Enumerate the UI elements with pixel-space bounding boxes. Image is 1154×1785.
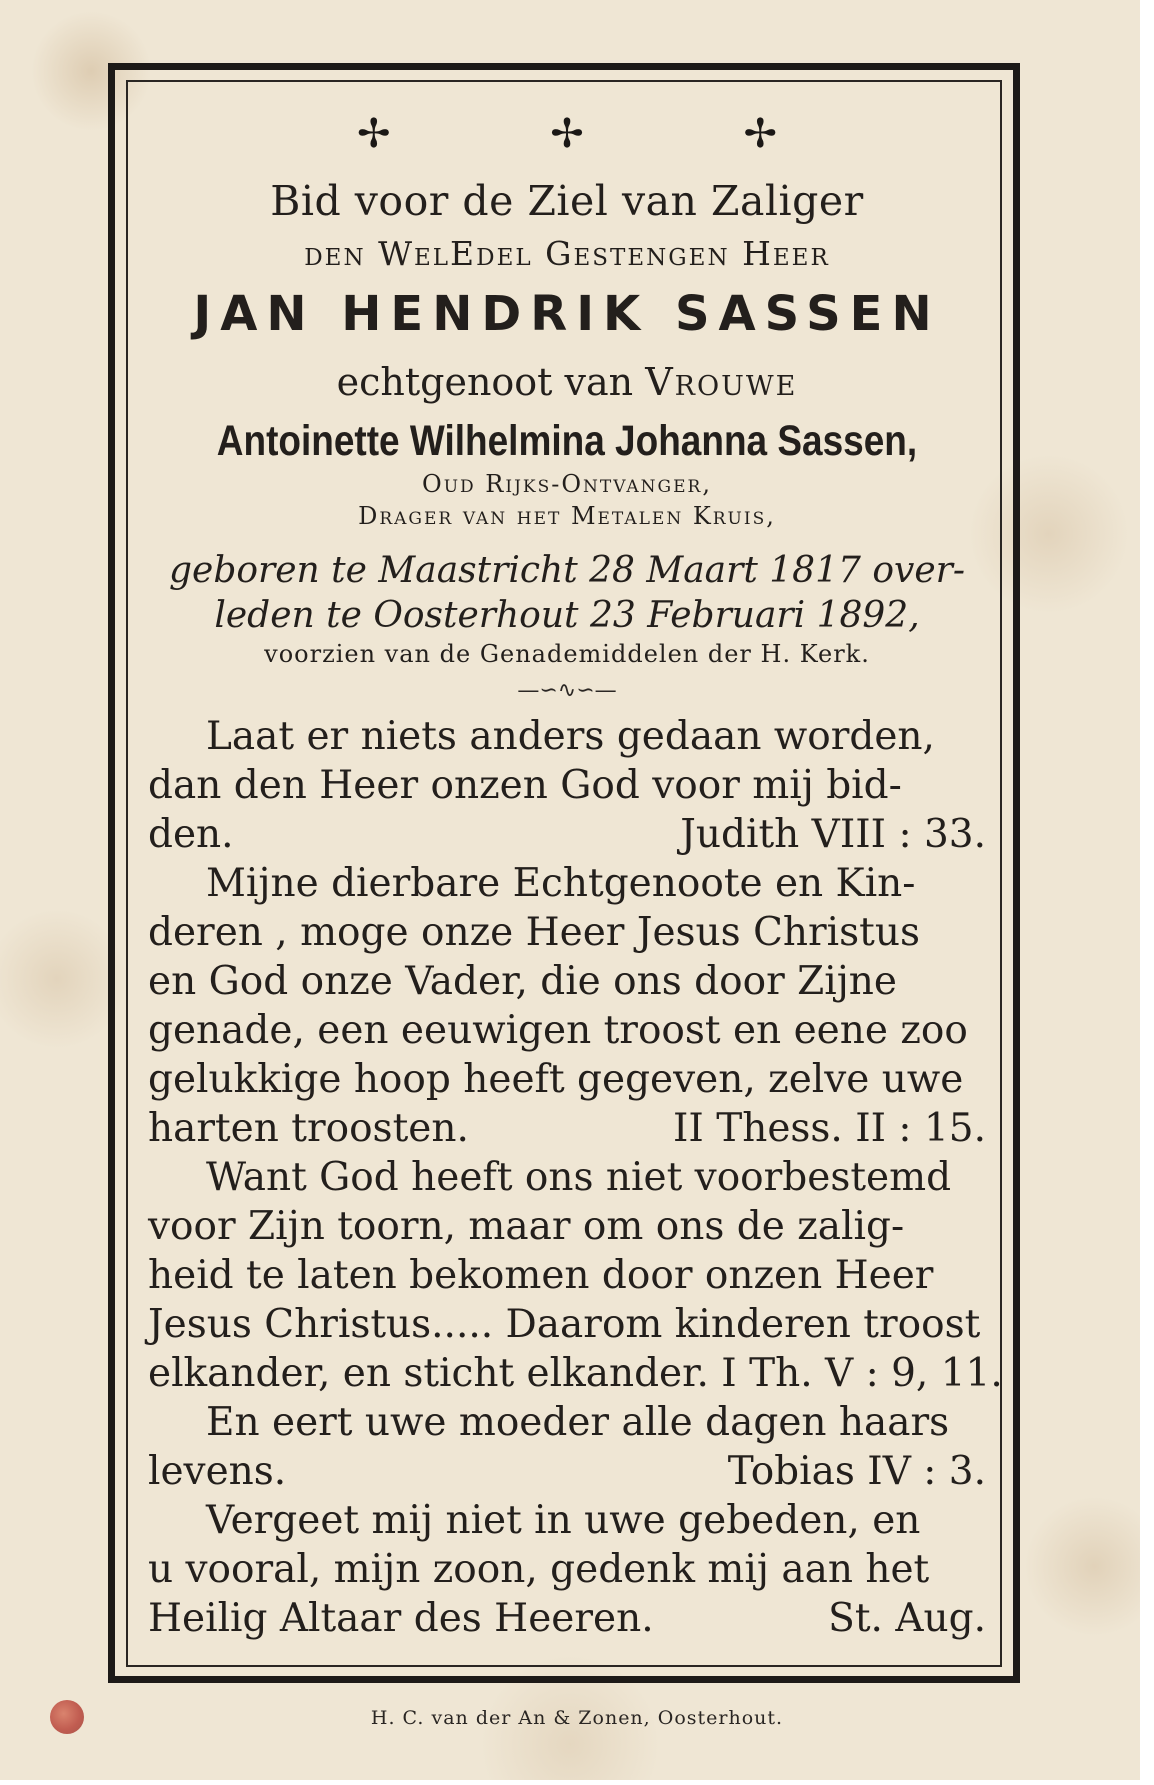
quote-reference: Tobias IV : 3. <box>727 1449 986 1494</box>
life-dates-line: geboren te Maastricht 28 Maart 1817 over- <box>168 550 966 591</box>
honorific-line: den WelEdel Gestengen Heer <box>304 234 830 273</box>
quote-line: genade, een eeuwigen troost en eene zoo <box>148 1008 968 1053</box>
printer-credit: H. C. van der An & Zonen, Oosterhout. <box>370 1707 784 1729</box>
sacraments-line: voorzien van de Genademiddelen der H. Kerk. <box>264 640 870 668</box>
scripture-quotes <box>148 712 1003 1643</box>
quote-line: dan den Heer onzen God voor mij bid- <box>148 763 902 808</box>
quote-thessalonians <box>148 859 986 1153</box>
quote-reference: St. Aug. <box>828 1596 986 1641</box>
quote-line: levens. <box>148 1449 287 1494</box>
quote-tobias <box>148 1398 986 1496</box>
spouse-line <box>148 358 986 406</box>
quote-line: deren , moge onze Heer Jesus Christus <box>148 910 920 955</box>
quote-line: gelukkige hoop heeft gegeven, zelve uwe <box>148 1057 964 1102</box>
life-dates <box>148 548 986 638</box>
quote-line: Want God heeft ons niet voorbestemd <box>206 1155 952 1200</box>
crosses-row <box>357 112 777 156</box>
office-line: Oud Rijks-Ontvanger, <box>422 470 712 498</box>
quote-reference: Judith VIII : 33. <box>680 812 986 857</box>
quote-line: Vergeet mij niet in uwe gebeden, en <box>206 1498 921 1543</box>
quote-line: den. <box>148 812 234 857</box>
quote-line: harten troosten. <box>148 1106 469 1151</box>
quote-judith <box>148 712 986 859</box>
flourish-ornament: —∽∿∽— <box>517 678 617 703</box>
quote-augustine <box>148 1496 986 1643</box>
quote-line-with-ref <box>148 1447 986 1496</box>
quote-line: u vooral, mijn zoon, gedenk mij aan het <box>148 1547 930 1592</box>
quote-line: Jesus Christus..... Daarom kinderen troost <box>148 1302 981 1347</box>
cross-icon: ✢ <box>550 111 584 157</box>
quote-thessalonians-2 <box>148 1153 1003 1398</box>
cross-icon: ✢ <box>357 111 391 157</box>
quote-line: voor Zijn toorn, maar om ons de zalig- <box>148 1204 905 1249</box>
quote-line-with-ref <box>148 1104 986 1153</box>
prayer-heading: Bid voor de Ziel van Zaliger <box>270 177 864 225</box>
decoration-line: Drager van het Metalen Kruis, <box>358 502 776 530</box>
quote-line: En eert uwe moeder alle dagen haars <box>206 1400 950 1445</box>
card-content <box>148 100 1003 1643</box>
cross-icon: ✢ <box>743 111 777 157</box>
spouse-title: Vrouwe <box>645 360 798 404</box>
spouse-name: Antoinette Wilhelmina Johanna Sassen, <box>216 417 918 465</box>
quote-line: en God onze Vader, die ons door Zijne <box>148 959 897 1004</box>
quote-line-with-ref <box>148 810 986 859</box>
quote-line-with-ref <box>148 1594 986 1643</box>
quote-line: heid te laten bekomen door onzen Heer <box>148 1253 934 1298</box>
quote-line: Laat er niets anders gedaan worden, <box>206 714 935 759</box>
deceased-name: JAN HENDRIK SASSEN <box>193 286 941 342</box>
quote-reference: II Thess. II : 15. <box>672 1106 986 1151</box>
quote-line: elkander, en sticht elkander. I Th. V : 9, 11. <box>148 1351 1003 1396</box>
quote-line: Heilig Altaar des Heeren. <box>148 1596 654 1641</box>
quote-line: Mijne dierbare Echtgenoote en Kin- <box>206 861 916 906</box>
spouse-prefix: echtgenoot van <box>336 360 634 404</box>
life-dates-line: leden te Oosterhout 23 Februari 1892, <box>214 595 920 636</box>
